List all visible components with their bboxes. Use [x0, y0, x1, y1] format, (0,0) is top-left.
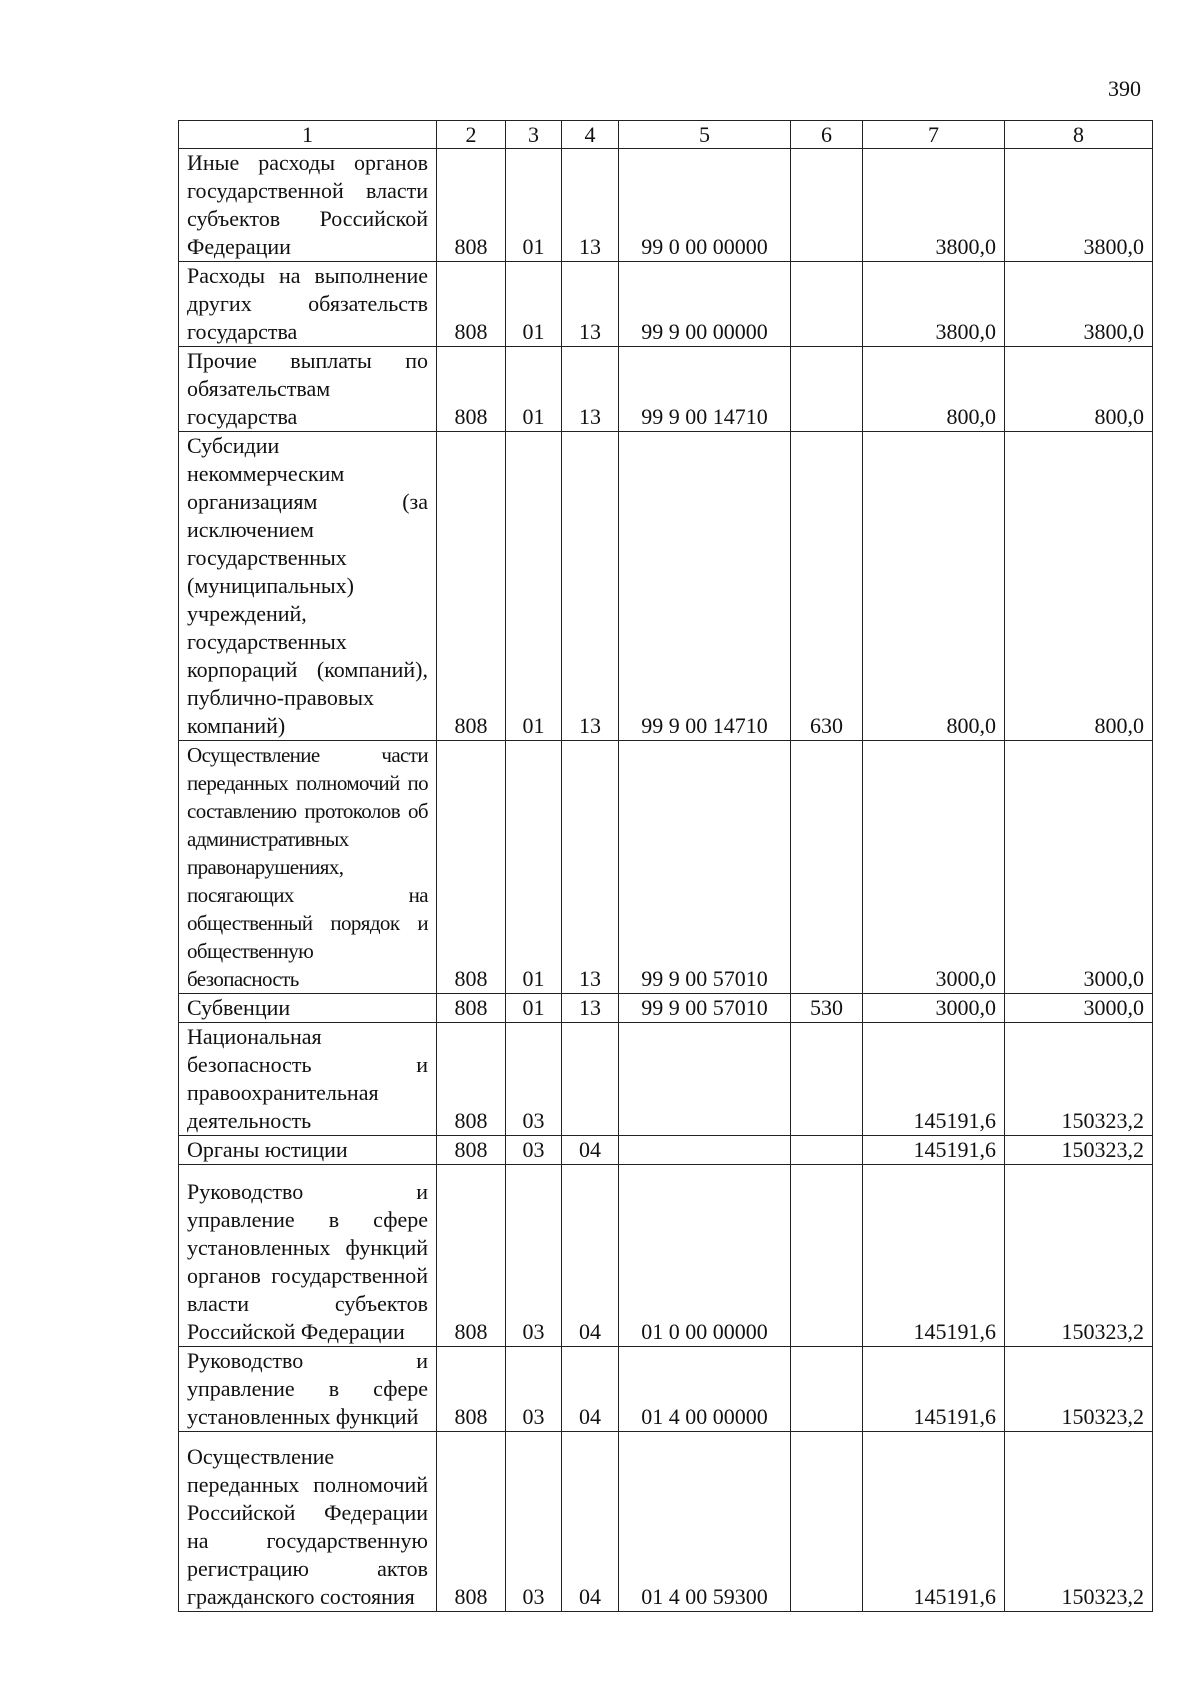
row-code-cell: 808 — [437, 262, 506, 347]
table-row — [179, 1432, 1153, 1612]
row-code-cell: 808 — [437, 149, 506, 262]
row-expense-type-cell — [791, 1165, 863, 1347]
row-amount-cell: 3800,0 — [1005, 149, 1153, 262]
row-target-cell: 99 9 00 14710 — [619, 347, 791, 432]
row-expense-type-cell — [791, 1136, 863, 1165]
row-target-cell: 01 4 00 59300 — [619, 1432, 791, 1612]
column-header: 6 — [791, 121, 863, 149]
row-subsection-cell: 13 — [562, 432, 619, 741]
row-amount-cell: 145191,6 — [863, 1165, 1005, 1347]
row-subsection-cell: 13 — [562, 347, 619, 432]
table-header-row — [179, 121, 1153, 149]
row-expense-type-cell — [791, 1432, 863, 1612]
row-expense-type-cell: 530 — [791, 994, 863, 1023]
row-expense-type-cell — [791, 262, 863, 347]
table-row — [179, 1347, 1153, 1432]
page-number: 390 — [1108, 76, 1141, 101]
column-header: 4 — [562, 121, 619, 149]
table-row — [179, 149, 1153, 262]
table-row — [179, 1136, 1153, 1165]
row-target-cell: 99 9 00 14710 — [619, 432, 791, 741]
row-amount-cell: 3000,0 — [863, 741, 1005, 994]
table-row — [179, 432, 1153, 741]
row-amount-cell: 150323,2 — [1005, 1136, 1153, 1165]
row-target-cell: 01 0 00 00000 — [619, 1165, 791, 1347]
column-header: 7 — [863, 121, 1005, 149]
row-expense-type-cell — [791, 149, 863, 262]
table-row — [179, 994, 1153, 1023]
row-section-cell: 03 — [506, 1432, 562, 1612]
row-subsection-cell: 04 — [562, 1165, 619, 1347]
row-subsection-cell: 13 — [562, 149, 619, 262]
row-target-cell: 99 9 00 57010 — [619, 741, 791, 994]
row-amount-cell: 3000,0 — [1005, 994, 1153, 1023]
row-target-cell — [619, 1023, 791, 1136]
row-subsection-cell: 04 — [562, 1432, 619, 1612]
row-amount-cell: 150323,2 — [1005, 1023, 1153, 1136]
row-name-cell: Осуществление части переданных полномочий по составлению протоколов об административных правонарушениях, посягающих на общественный порядок и общественную безопасность — [179, 741, 437, 994]
row-section-cell: 01 — [506, 432, 562, 741]
row-expense-type-cell — [791, 1347, 863, 1432]
table-row — [179, 1023, 1153, 1136]
row-name-cell: Органы юстиции — [179, 1136, 437, 1165]
row-section-cell: 03 — [506, 1136, 562, 1165]
row-subsection-cell — [562, 1023, 619, 1136]
row-amount-cell: 145191,6 — [863, 1136, 1005, 1165]
row-amount-cell: 800,0 — [1005, 347, 1153, 432]
row-name-cell: Руководство и управление в сфере установленных функций — [179, 1347, 437, 1432]
row-section-cell: 01 — [506, 347, 562, 432]
row-amount-cell: 150323,2 — [1005, 1165, 1153, 1347]
row-name-cell: Иные расходы органов государственной власти субъектов Российской Федерации — [179, 149, 437, 262]
row-section-cell: 01 — [506, 741, 562, 994]
row-target-cell: 01 4 00 00000 — [619, 1347, 791, 1432]
row-amount-cell: 3000,0 — [863, 994, 1005, 1023]
column-header: 2 — [437, 121, 506, 149]
column-header: 5 — [619, 121, 791, 149]
row-amount-cell: 145191,6 — [863, 1347, 1005, 1432]
row-expense-type-cell — [791, 741, 863, 994]
row-target-cell: 99 9 00 00000 — [619, 262, 791, 347]
row-name-cell: Прочие выплаты по обязательствам государства — [179, 347, 437, 432]
row-expense-type-cell — [791, 1023, 863, 1136]
row-name-cell: Расходы на выполнение других обязательств государства — [179, 262, 437, 347]
column-header: 1 — [179, 121, 437, 149]
row-amount-cell: 3800,0 — [863, 262, 1005, 347]
row-subsection-cell: 13 — [562, 994, 619, 1023]
column-header: 8 — [1005, 121, 1153, 149]
row-target-cell: 99 0 00 00000 — [619, 149, 791, 262]
row-code-cell: 808 — [437, 1165, 506, 1347]
row-name-cell: Субвенции — [179, 994, 437, 1023]
row-expense-type-cell — [791, 347, 863, 432]
row-code-cell: 808 — [437, 1347, 506, 1432]
row-code-cell: 808 — [437, 1432, 506, 1612]
row-target-cell: 99 9 00 57010 — [619, 994, 791, 1023]
row-amount-cell: 3800,0 — [863, 149, 1005, 262]
row-amount-cell: 150323,2 — [1005, 1432, 1153, 1612]
table-row — [179, 347, 1153, 432]
row-section-cell: 01 — [506, 994, 562, 1023]
row-code-cell: 808 — [437, 994, 506, 1023]
row-target-cell — [619, 1136, 791, 1165]
table-row — [179, 1165, 1153, 1347]
row-expense-type-cell: 630 — [791, 432, 863, 741]
row-name-cell: Руководство и управление в сфере установленных функций органов государственной власти субъектов Российской Федерации — [179, 1165, 437, 1347]
row-subsection-cell: 04 — [562, 1136, 619, 1165]
row-code-cell: 808 — [437, 741, 506, 994]
row-amount-cell: 145191,6 — [863, 1023, 1005, 1136]
row-name-cell: Субсидии некоммерческим организациям (за исключением государственных (муниципальных) учреждений, государственных корпораций (компаний), публично-правовых компаний) — [179, 432, 437, 741]
row-code-cell: 808 — [437, 347, 506, 432]
row-subsection-cell: 04 — [562, 1347, 619, 1432]
row-section-cell: 03 — [506, 1023, 562, 1136]
budget-table — [178, 120, 1153, 1612]
row-amount-cell: 3800,0 — [1005, 262, 1153, 347]
row-amount-cell: 800,0 — [863, 347, 1005, 432]
row-amount-cell: 800,0 — [1005, 432, 1153, 741]
row-amount-cell: 150323,2 — [1005, 1347, 1153, 1432]
row-name-cell: Национальная безопасность и правоохранительная деятельность — [179, 1023, 437, 1136]
row-section-cell: 01 — [506, 149, 562, 262]
row-amount-cell: 3000,0 — [1005, 741, 1153, 994]
row-section-cell: 03 — [506, 1347, 562, 1432]
row-amount-cell: 145191,6 — [863, 1432, 1005, 1612]
row-section-cell: 03 — [506, 1165, 562, 1347]
row-subsection-cell: 13 — [562, 741, 619, 994]
row-code-cell: 808 — [437, 1136, 506, 1165]
row-amount-cell: 800,0 — [863, 432, 1005, 741]
row-code-cell: 808 — [437, 1023, 506, 1136]
table-row — [179, 741, 1153, 994]
row-section-cell: 01 — [506, 262, 562, 347]
row-subsection-cell: 13 — [562, 262, 619, 347]
column-header: 3 — [506, 121, 562, 149]
row-name-cell: Осуществление переданных полномочий Российской Федерации на государственную регистрацию актов гражданского состояния — [179, 1432, 437, 1612]
table-row — [179, 262, 1153, 347]
row-code-cell: 808 — [437, 432, 506, 741]
